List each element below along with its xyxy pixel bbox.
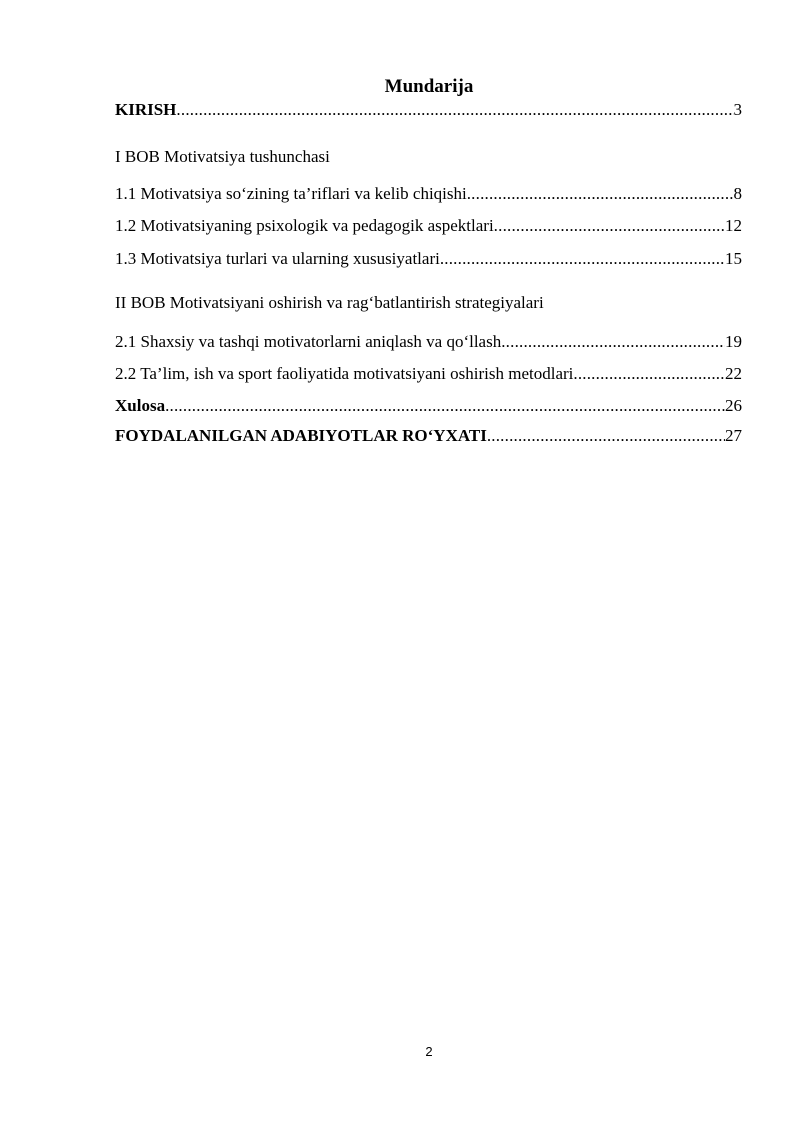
toc-page-number: 27 bbox=[725, 426, 742, 445]
dot-leader bbox=[501, 331, 725, 353]
toc-entry-1-3[interactable] bbox=[115, 248, 742, 270]
toc-entry-text: 2.2 Ta’lim, ish va sport faoliyatida motivatsiyani oshirish metodlari bbox=[115, 364, 574, 383]
toc-page-number: 15 bbox=[725, 249, 742, 268]
toc-entry-text: 2.1 Shaxsiy va tashqi motivatorlarni aniqlash va qo‘llash bbox=[115, 332, 502, 351]
toc-chapter-1[interactable]: I BOB Motivatsiya tushunchasi bbox=[115, 147, 330, 166]
toc-entry-1-1[interactable] bbox=[115, 183, 742, 205]
toc-entry-2-2[interactable] bbox=[115, 363, 742, 385]
page-number-footer: 2 bbox=[425, 1044, 433, 1059]
dot-leader bbox=[440, 248, 725, 270]
toc-entry-kirish[interactable] bbox=[115, 99, 742, 121]
dot-leader bbox=[165, 395, 725, 417]
toc-entry-text: 1.2 Motivatsiyaning psixologik va pedagogik aspektlari bbox=[115, 216, 494, 235]
toc-entry-adabiyotlar[interactable] bbox=[115, 425, 742, 447]
toc-entry-1-2[interactable] bbox=[115, 215, 742, 237]
dot-leader bbox=[467, 183, 734, 205]
toc-page-number: 12 bbox=[725, 216, 742, 235]
toc-entry-text: 1.1 Motivatsiya so‘zining ta’riflari va kelib chiqishi bbox=[115, 184, 467, 203]
toc-page-number: 26 bbox=[725, 396, 742, 415]
toc-page-number: 3 bbox=[733, 100, 742, 119]
dot-leader bbox=[573, 363, 725, 385]
toc-entry-xulosa[interactable] bbox=[115, 395, 742, 417]
toc-page-number: 8 bbox=[733, 184, 742, 203]
toc-entry-text: KIRISH bbox=[115, 100, 177, 119]
toc-entry-text: Xulosa bbox=[115, 396, 166, 415]
toc-entry-text: 1.3 Motivatsiya turlari va ularning xususiyatlari bbox=[115, 249, 440, 268]
toc-title: Mundarija bbox=[384, 76, 474, 97]
dot-leader bbox=[487, 425, 725, 447]
toc-page-number: 22 bbox=[725, 364, 742, 383]
toc-page-number: 19 bbox=[725, 332, 742, 351]
dot-leader bbox=[176, 99, 733, 121]
toc-chapter-2[interactable]: II BOB Motivatsiyani oshirish va rag‘batlantirish strategiyalari bbox=[115, 293, 544, 312]
dot-leader bbox=[494, 215, 725, 237]
toc-entry-text: FOYDALANILGAN ADABIYOTLAR RO‘YXATI bbox=[115, 426, 487, 445]
toc-entry-2-1[interactable] bbox=[115, 331, 742, 353]
